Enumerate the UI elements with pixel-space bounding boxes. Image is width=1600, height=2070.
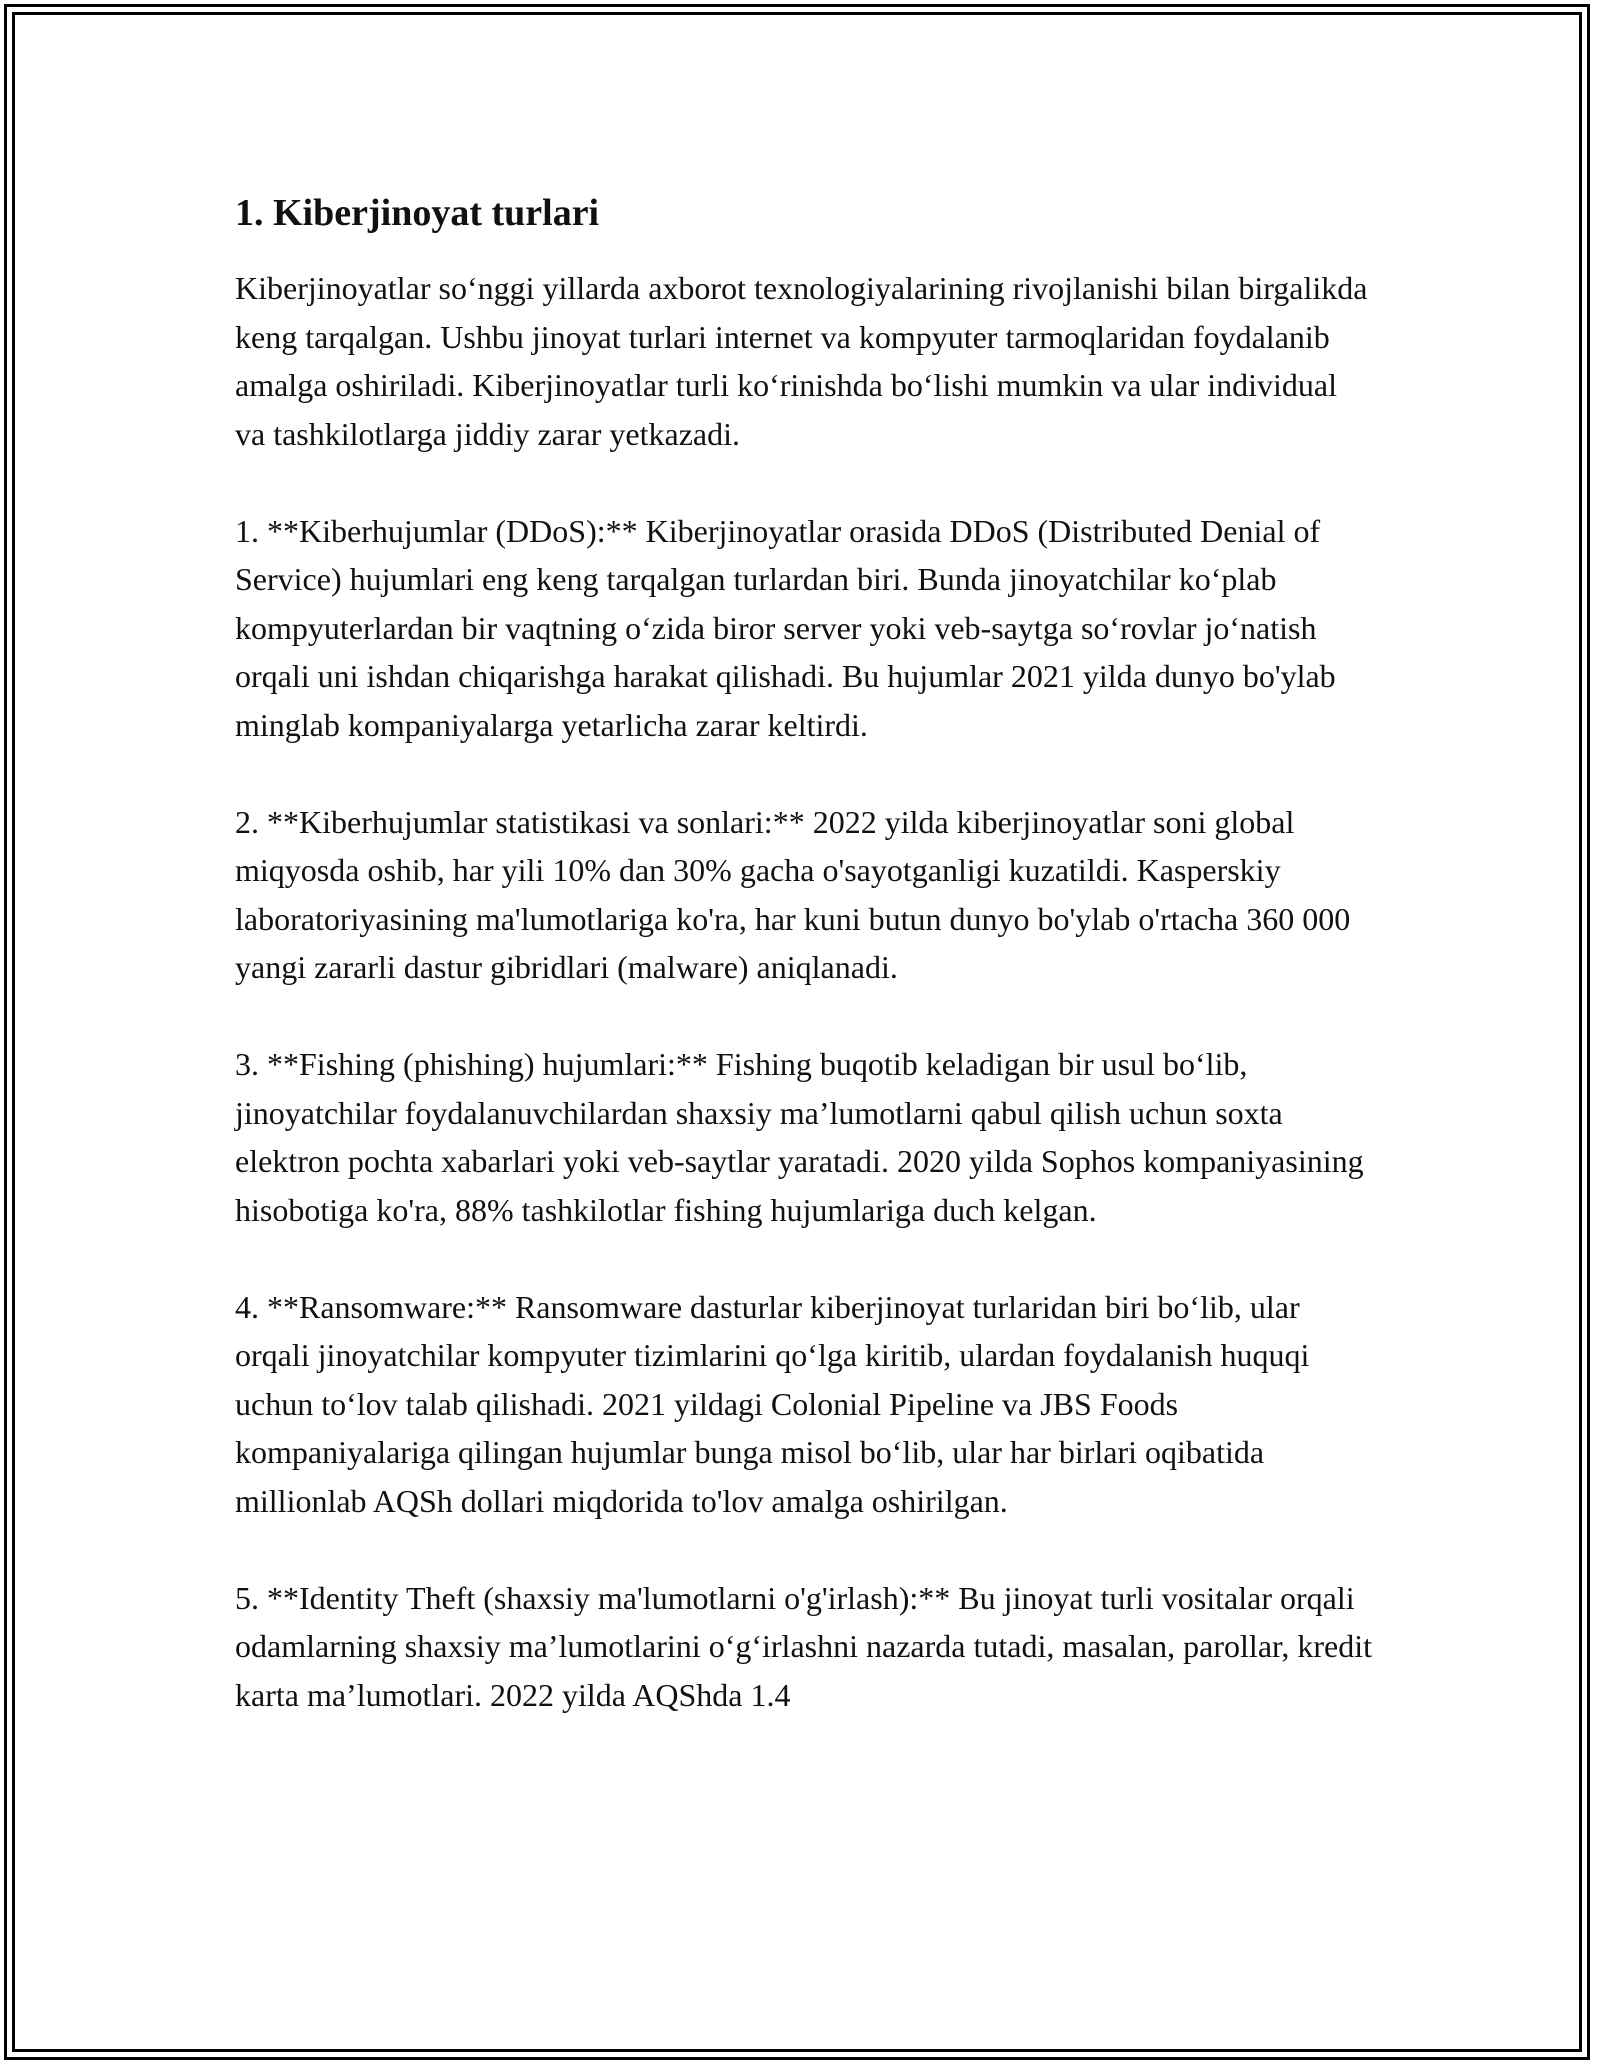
paragraph-phishing: 3. **Fishing (phishing) hujumlari:** Fishing buqotib keladigan bir usul bo‘lib, jinoyatchilar foydalanuvchilardan shaxsiy ma’lumotlarni qabul qilish uchun soxta elektron pochta xabarlari yoki veb-saytlar yaratadi. 2020 yilda Sophos kompaniyasining hisobotiga ko'ra, 88% tashkilotlar fishing hujumlariga duch kelgan. (235, 1046, 1364, 1228)
paragraph-statistics: 2. **Kiberhujumlar statistikasi va sonlari:** 2022 yilda kiberjinoyatlar soni global miqyosda oshib, har yili 10% dan 30% gacha o'sayotganligi kuzatildi. Kasperskiy laboratoriyasining ma'lumotlariga ko'ra, har kuni butun dunyo bo'ylab o'rtacha 360 000 yangi zararli dastur gibridlari (malware) aniqlanadi. (235, 803, 1351, 985)
paragraph-ddos: 1. **Kiberhujumlar (DDoS):** Kiberjinoyatlar orasida DDoS (Distributed Denial of Service) hujumlari eng keng tarqalgan turlardan biri. Bunda jinoyatchilar ko‘plab kompyuterlardan bir vaqtning o‘zida biror server yoki veb-saytga so‘rovlar jo‘natish orqali uni ishdan chiqarishga harakat qilishadi. Bu hujumlar 2021 yilda dunyo bo'ylab minglab kompaniyalarga yetarlicha zarar keltirdi. (235, 512, 1336, 743)
paragraph-identity-theft: 5. **Identity Theft (shaxsiy ma'lumotlarni o'g'irlash):** Bu jinoyat turli vositalar orqali odamlarning shaxsiy ma’lumotlarini o‘g‘irlashni nazarda tutadi, masalan, parollar, kredit karta ma’lumotlari. 2022 yilda AQShda 1.4 (235, 1579, 1373, 1713)
intro-paragraph: Kiberjinoyatlar so‘nggi yillarda axborot texnologiyalarining rivojlanishi bilan birgalikda keng tarqalgan. Ushbu jinoyat turlari internet va kompyuter tarmoqlaridan foydalanib amalga oshiriladi. Kiberjinoyatlar turli ko‘rinishda bo‘lishi mumkin va ular individual va tashkilotlarga jiddiy zarar yetkazadi. (235, 270, 1368, 452)
section-heading: 1. Kiberjinoyat turlari (235, 192, 600, 234)
document-body (235, 188, 1375, 1719)
paragraph-ransomware: 4. **Ransomware:** Ransomware dasturlar kiberjinoyat turlaridan biri bo‘lib, ular orqali jinoyatchilar kompyuter tizimlarini qo‘lga kiritib, ulardan foydalanish huquqi uchun to‘lov talab qilishadi. 2021 yildagi Colonial Pipeline va JBS Foods kompaniyalariga qilingan hujumlar bunga misol bo‘lib, ular har birlari oqibatida millionlab AQSh dollari miqdorida to'lov amalga oshirilgan. (235, 1288, 1310, 1519)
